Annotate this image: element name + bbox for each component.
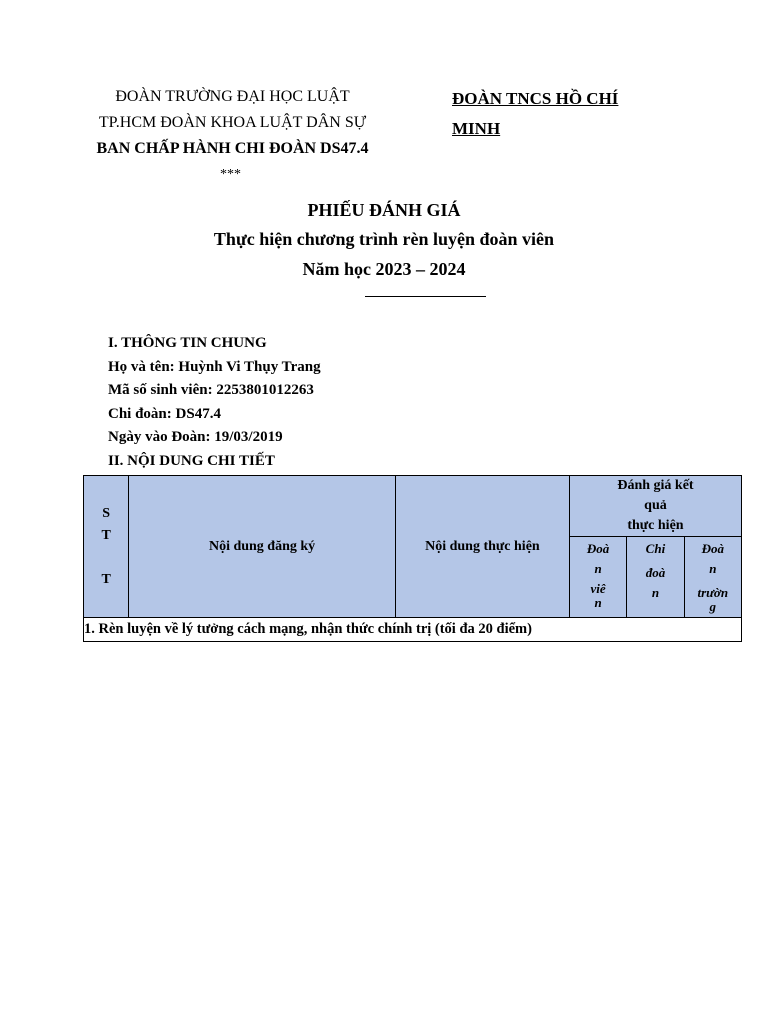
title-line2: Thực hiện chương trình rèn luyện đoàn viên (213, 229, 555, 249)
header-stars: *** (220, 167, 241, 182)
stt-t2: T (101, 571, 111, 587)
header-right (452, 84, 672, 144)
header-left (60, 84, 405, 162)
member-l4: n (594, 595, 602, 610)
member-l3: viê (590, 581, 606, 596)
branch-l1: Chi (645, 541, 666, 556)
eval-line3: thực hiện (627, 518, 684, 533)
school-l3: trườn (697, 585, 729, 600)
field-join-date: Ngày vào Đoàn: 19/03/2019 (108, 429, 283, 445)
header-right-line1: ĐOÀN TNCS HỒ CHÍ (452, 89, 619, 108)
school-l1: Đoà (701, 541, 724, 556)
member-l1: Đoà (586, 541, 610, 556)
branch-l3: n (651, 585, 660, 600)
stt-s: S (102, 505, 111, 521)
header-evaluation (569, 476, 741, 537)
header-registered-content: Nội dung đăng ký (129, 476, 396, 618)
header-school (684, 537, 741, 618)
field-name: Họ và tên: Huỳnh Vi Thụy Trang (108, 358, 321, 375)
eval-line2: quả (644, 498, 667, 513)
title-underline (365, 296, 486, 297)
school-l4: g (709, 599, 717, 614)
title-line1: PHIẾU ĐÁNH GIÁ (307, 200, 461, 220)
school-l2: n (709, 561, 717, 576)
header-member (569, 537, 626, 618)
header-right-line2: MINH (452, 119, 501, 138)
general-info (108, 332, 321, 473)
field-student-id: Mã số sinh viên: 2253801012263 (108, 382, 314, 398)
header-stt (84, 476, 129, 618)
section1-heading: I. THÔNG TIN CHUNG (108, 335, 267, 351)
header-left-line1: ĐOÀN TRƯỜNG ĐẠI HỌC LUẬT (115, 88, 350, 105)
header-branch (627, 537, 684, 618)
eval-line1: Đánh giá kết (617, 478, 694, 493)
document-title (0, 196, 768, 284)
member-l2: n (594, 561, 602, 576)
field-branch: Chi đoàn: DS47.4 (108, 405, 221, 422)
section2-heading: II. NỘI DUNG CHI TIẾT (108, 452, 275, 469)
evaluation-table (83, 475, 742, 642)
header-performed-content: Nội dung thực hiện (395, 476, 569, 618)
header-left-line2: TP.HCM ĐOÀN KHOA LUẬT DÂN SỰ (98, 114, 367, 131)
branch-l2: đoà (645, 565, 666, 580)
stt-t1: T (101, 527, 111, 543)
header-left-line3: BAN CHẤP HÀNH CHI ĐOÀN DS47.4 (96, 140, 369, 157)
table-row: 1. Rèn luyện về lý tưởng cách mạng, nhận thức chính trị (tối đa 20 điểm) (84, 618, 742, 642)
title-line3: Năm học 2023 – 2024 (302, 259, 466, 279)
